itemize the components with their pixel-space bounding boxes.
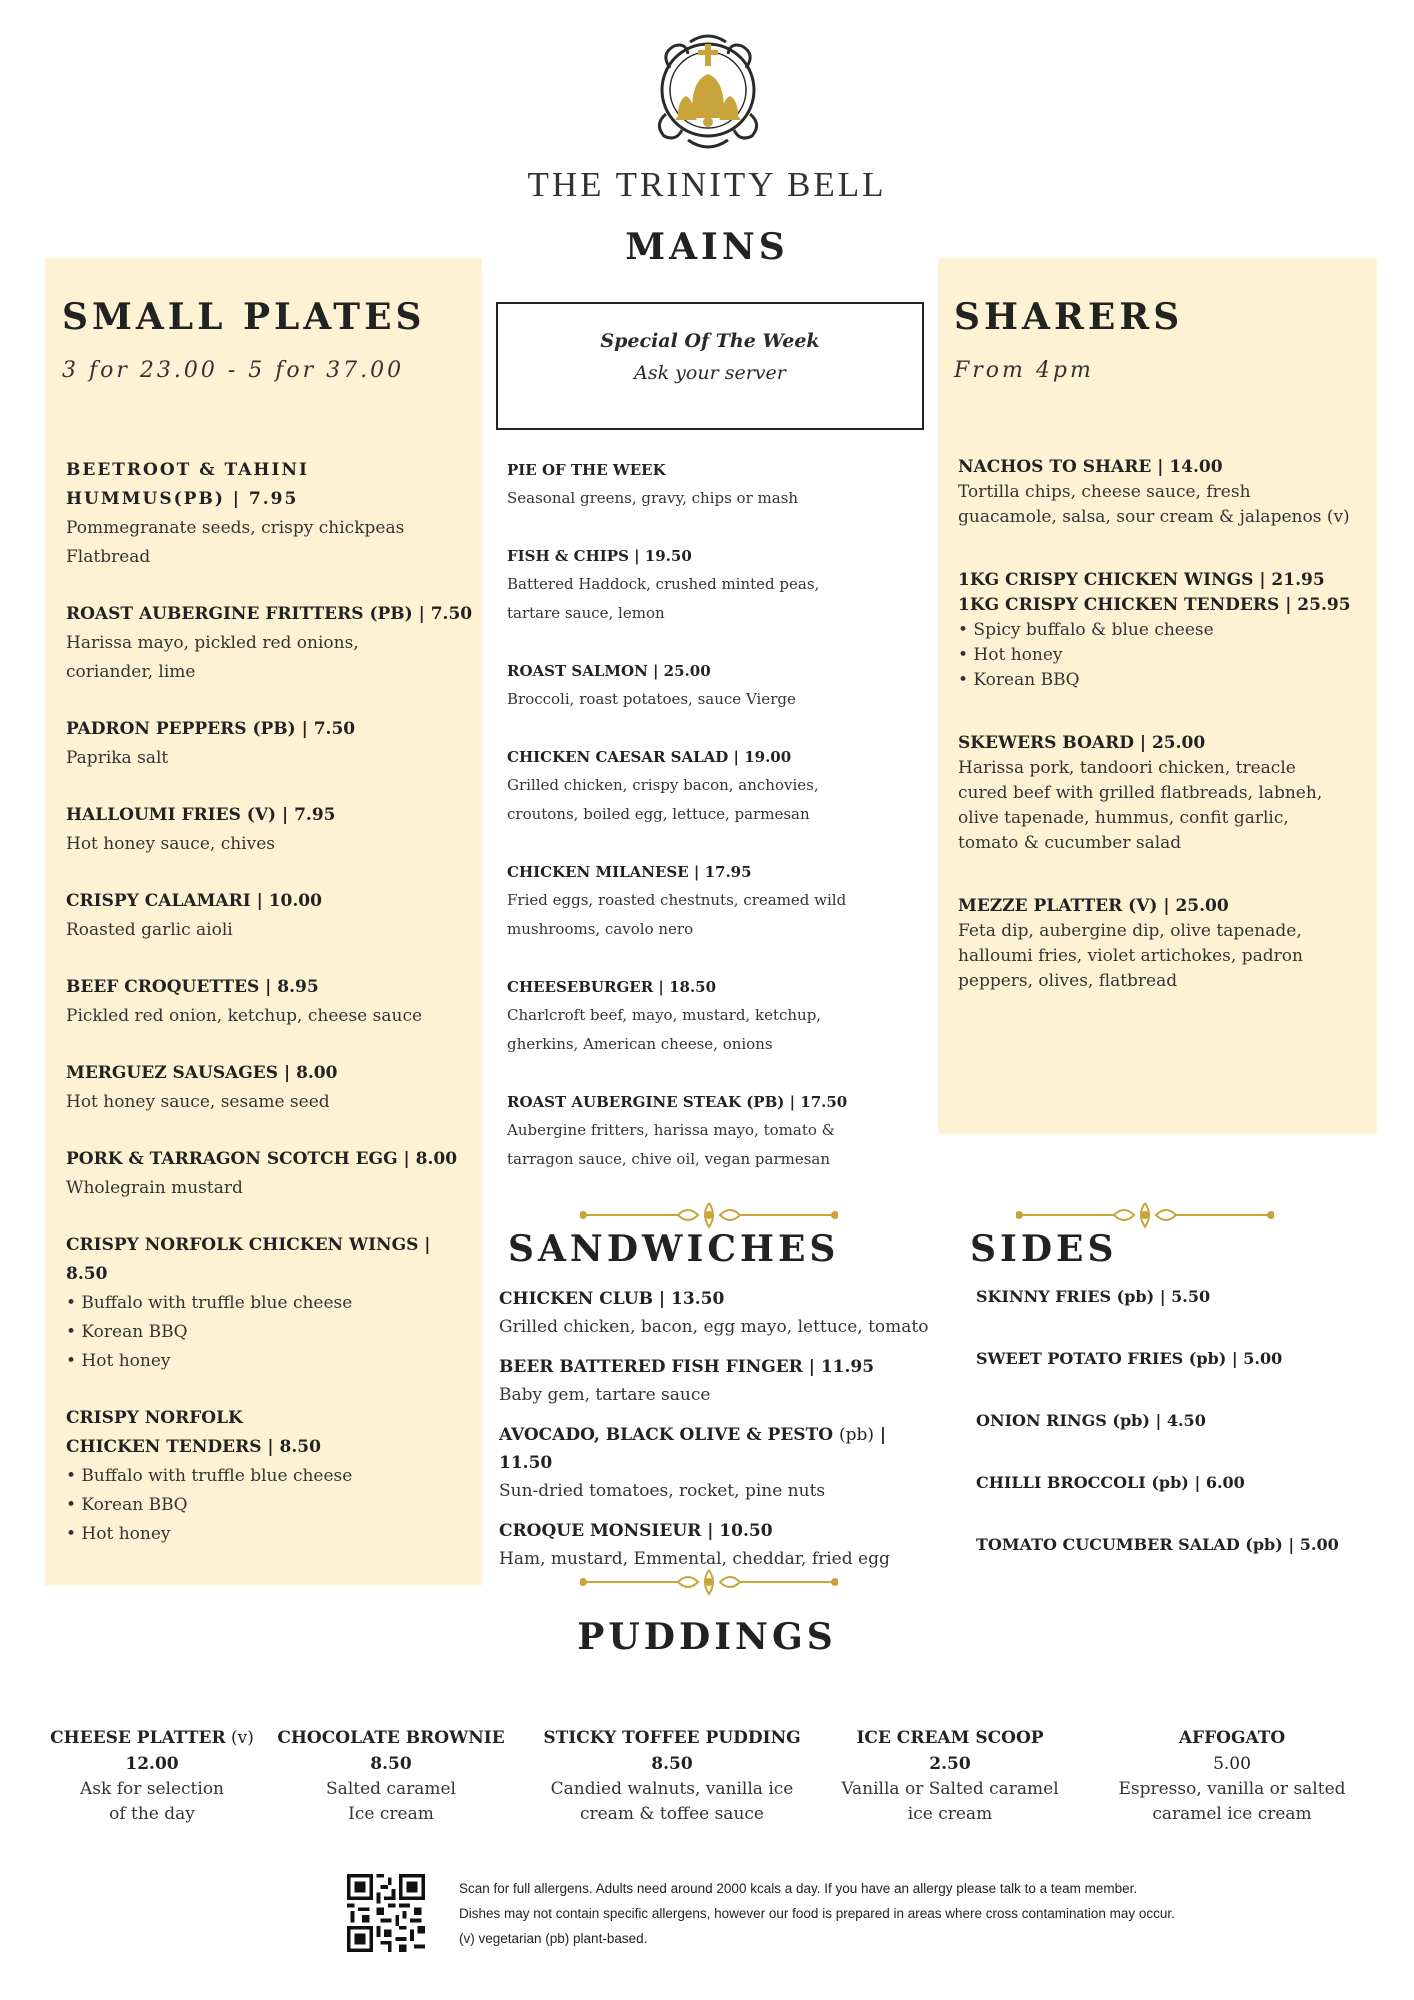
item-desc: Harissa pork, tandoori chicken, treacle (958, 758, 1296, 778)
list-item (958, 568, 1368, 693)
item-desc: croutons, boiled egg, lettuce, parmesan (507, 805, 810, 823)
item-option: • Hot honey (66, 1524, 171, 1544)
sandwiches-list (499, 1285, 939, 1585)
item-option: • Hot honey (66, 1351, 171, 1371)
item-desc: olive tapenade, hummus, confit garlic, (958, 808, 1289, 828)
item-desc: caramel ice cream (1152, 1804, 1312, 1824)
item-desc: tartare sauce, lemon (507, 604, 665, 622)
item-desc: Roasted garlic aioli (66, 920, 233, 940)
item-desc: Espresso, vanilla or salted (1118, 1779, 1346, 1799)
item-name: SKEWERS BOARD | 25.00 (958, 733, 1206, 753)
allergen-line: Dishes may not contain specific allergens, however our food is prepared in areas where cross contamination may occur. (459, 1906, 1175, 1921)
list-item (507, 456, 917, 513)
list-item (66, 600, 476, 687)
item-desc: Salted caramel (326, 1779, 456, 1799)
item-name: CHICKEN CAESAR SALAD | 19.00 (507, 748, 792, 766)
item-option: • Spicy buffalo & blue cheese (958, 620, 1214, 640)
item-desc: coriander, lime (66, 662, 196, 682)
list-item (66, 1059, 476, 1117)
item-desc: tomato & cucumber salad (958, 833, 1182, 853)
item-desc: Fried eggs, roasted chestnuts, creamed wild (507, 891, 847, 909)
item-desc: Wholegrain mustard (66, 1178, 243, 1198)
ornamental-flourish-icon (580, 1200, 838, 1230)
item-name: CHICKEN TENDERS | 8.50 (66, 1437, 321, 1457)
item-desc: Sun-dried tomatoes, rocket, pine nuts (499, 1481, 826, 1501)
mains-list (507, 456, 917, 1203)
allergen-line: Scan for full allergens. Adults need around 2000 kcals a day. If you have an allergy please talk to a team member. (459, 1881, 1138, 1896)
item-desc: Ice cream (348, 1804, 434, 1824)
item-name (499, 1421, 939, 1477)
item-name: ROAST AUBERGINE STEAK (PB) | 17.50 (507, 1093, 848, 1111)
list-item (66, 1145, 476, 1203)
allergen-notice (459, 1876, 1219, 1951)
item-name: CHICKEN CLUB | 13.50 (499, 1289, 725, 1309)
brand-name: THE TRINITY BELL (527, 165, 887, 204)
item-name: MEZZE PLATTER (V) | 25.00 (958, 896, 1229, 916)
list-item (66, 887, 476, 945)
item-desc: peppers, olives, flatbread (958, 971, 1178, 991)
item-desc: Ham, mustard, Emmental, cheddar, fried egg (499, 1549, 890, 1569)
list-item (66, 715, 476, 773)
item-name: CHOCOLATE BROWNIE (277, 1728, 505, 1748)
small-plates-subtitle: 3 for 23.00 - 5 for 37.00 (62, 358, 405, 383)
list-item (507, 657, 917, 714)
item-option: • Korean BBQ (66, 1495, 188, 1515)
list-item (958, 455, 1368, 530)
item-option: • Hot honey (958, 645, 1063, 665)
puddings-title: PUDDINGS (577, 1616, 837, 1658)
list-item (1090, 1725, 1374, 1827)
list-item (499, 1421, 939, 1505)
item-desc: Pickled red onion, ketchup, cheese sauce (66, 1006, 423, 1026)
item-name: HALLOUMI FRIES (V) | 7.95 (66, 805, 336, 825)
list-item (268, 1725, 514, 1827)
item-name: PADRON PEPPERS (PB) | 7.50 (66, 719, 356, 739)
item-desc: Charlcroft beef, mayo, mustard, ketchup, (507, 1006, 822, 1024)
item-name-main: CHEESE PLATTER (50, 1728, 226, 1748)
item-name: ROAST AUBERGINE FRITTERS (PB) | 7.50 (66, 604, 473, 624)
item-desc: Paprika salt (66, 748, 169, 768)
sharers-subtitle: From 4pm (954, 358, 1094, 383)
list-item (958, 731, 1368, 856)
list-item (66, 973, 476, 1031)
list-item (958, 894, 1368, 994)
item-name: AFFOGATO (1178, 1728, 1286, 1748)
item-desc: Feta dip, aubergine dip, olive tapenade, (958, 921, 1302, 941)
small-plates-title: SMALL PLATES (62, 296, 426, 338)
sides-title: SIDES (970, 1228, 1118, 1270)
item-option: • Korean BBQ (958, 670, 1080, 690)
item-desc: Tortilla chips, cheese sauce, fresh (958, 482, 1251, 502)
item-name (40, 1725, 264, 1751)
item-desc: Hot honey sauce, chives (66, 834, 275, 854)
allergen-line: (v) vegetarian (pb) plant-based. (459, 1931, 648, 1946)
item-name: HUMMUS(PB) | 7.95 (66, 489, 299, 509)
list-item: TOMATO CUCUMBER SALAD (pb) | 5.00 (976, 1535, 1339, 1554)
item-diet-tag: (pb) (838, 1425, 874, 1445)
list-item: ONION RINGS (pb) | 4.50 (976, 1411, 1206, 1430)
item-price: 12.00 (125, 1754, 179, 1774)
item-desc: cured beef with grilled flatbreads, labneh, (958, 783, 1323, 803)
sharers-title: SHARERS (954, 296, 1184, 338)
item-name: CRISPY NORFOLK CHICKEN WINGS | 8.50 (66, 1235, 431, 1284)
sharers-list (958, 455, 1368, 1032)
small-plates-list (66, 456, 476, 1577)
sandwiches-title: SANDWICHES (508, 1228, 840, 1270)
item-desc: Candied walnuts, vanilla ice (550, 1779, 794, 1799)
list-item: CHILLI BROCCOLI (pb) | 6.00 (976, 1473, 1245, 1492)
item-desc: Vanilla or Salted caramel (841, 1779, 1059, 1799)
item-name: CRISPY NORFOLK (66, 1408, 243, 1428)
puddings-list (40, 1725, 1374, 1835)
item-desc: Aubergine fritters, harissa mayo, tomato & (507, 1121, 835, 1139)
list-item (507, 743, 917, 829)
item-name: PORK & TARRAGON SCOTCH EGG | 8.00 (66, 1149, 458, 1169)
item-price: | 11.50 (499, 1425, 887, 1473)
special-title: Special Of The Week (600, 330, 820, 352)
item-desc: Seasonal greens, gravy, chips or mash (507, 489, 799, 507)
list-item (499, 1517, 939, 1573)
list-item (532, 1725, 812, 1827)
item-name-main: AVOCADO, BLACK OLIVE & PESTO (499, 1425, 839, 1445)
list-item (507, 973, 917, 1059)
special-subtitle: Ask your server (634, 362, 786, 384)
item-desc: of the day (109, 1804, 195, 1824)
special-of-the-week-box (496, 302, 924, 430)
item-desc: Ask for selection (79, 1779, 225, 1799)
item-desc: tarragon sauce, chive oil, vegan parmesan (507, 1150, 831, 1168)
bell-crest-icon (648, 28, 768, 162)
item-desc: mushrooms, cavolo nero (507, 920, 694, 938)
list-item (820, 1725, 1080, 1827)
item-name: CRISPY CALAMARI | 10.00 (66, 891, 322, 911)
item-name: PIE OF THE WEEK (507, 461, 666, 479)
item-name: BEEF CROQUETTES | 8.95 (66, 977, 319, 997)
item-name: MERGUEZ SAUSAGES | 8.00 (66, 1063, 338, 1083)
qr-code-icon[interactable] (347, 1874, 425, 1952)
list-item (40, 1725, 264, 1827)
item-option: • Buffalo with truffle blue cheese (66, 1293, 353, 1313)
item-name: 1KG CRISPY CHICKEN WINGS | 21.95 (958, 570, 1325, 590)
item-name: FISH & CHIPS | 19.50 (507, 547, 692, 565)
item-desc: Harissa mayo, pickled red onions, (66, 633, 359, 653)
item-desc: halloumi fries, violet artichokes, padron (958, 946, 1303, 966)
item-desc: Hot honey sauce, sesame seed (66, 1092, 330, 1112)
mains-title: MAINS (625, 226, 789, 268)
list-item (499, 1285, 939, 1341)
item-name: 1KG CRISPY CHICKEN TENDERS | 25.95 (958, 595, 1351, 615)
item-desc: Broccoli, roast potatoes, sauce Vierge (507, 690, 796, 708)
list-item (66, 456, 476, 572)
item-desc: Battered Haddock, crushed minted peas, (507, 575, 820, 593)
item-name: CHICKEN MILANESE | 17.95 (507, 863, 752, 881)
list-item (66, 801, 476, 859)
item-desc: cream & toffee sauce (580, 1804, 764, 1824)
list-item (507, 1088, 917, 1174)
item-option: • Korean BBQ (66, 1322, 188, 1342)
list-item (66, 1404, 476, 1549)
item-name: ROAST SALMON | 25.00 (507, 662, 711, 680)
item-name: ICE CREAM SCOOP (856, 1728, 1044, 1748)
list-item: SKINNY FRIES (pb) | 5.50 (976, 1287, 1211, 1306)
item-desc: guacamole, salsa, sour cream & jalapenos (v) (958, 507, 1350, 527)
list-item: SWEET POTATO FRIES (pb) | 5.00 (976, 1349, 1283, 1368)
item-name: BEER BATTERED FISH FINGER | 11.95 (499, 1357, 875, 1377)
list-item (499, 1353, 939, 1409)
item-price: 2.50 (929, 1754, 971, 1774)
item-price: 8.50 (370, 1754, 412, 1774)
list-item (507, 858, 917, 944)
item-name: CROQUE MONSIEUR | 10.50 (499, 1521, 773, 1541)
item-desc: Flatbread (66, 547, 151, 567)
item-name: BEETROOT & TAHINI (66, 460, 309, 480)
sides-list (976, 1284, 1376, 1594)
item-desc: Baby gem, tartare sauce (499, 1385, 711, 1405)
item-diet-tag: (v) (225, 1728, 254, 1748)
list-item (66, 1231, 476, 1376)
item-name: STICKY TOFFEE PUDDING (543, 1728, 801, 1748)
item-desc: Grilled chicken, crispy bacon, anchovies, (507, 776, 819, 794)
item-desc: ice cream (907, 1804, 993, 1824)
item-name: CHEESEBURGER | 18.50 (507, 978, 717, 996)
item-desc: Pommegranate seeds, crispy chickpeas (66, 518, 405, 538)
item-desc: Grilled chicken, bacon, egg mayo, lettuce, tomato (499, 1317, 929, 1337)
item-name: NACHOS TO SHARE | 14.00 (958, 457, 1223, 477)
ornamental-flourish-icon (1016, 1200, 1274, 1230)
item-option: • Buffalo with truffle blue cheese (66, 1466, 353, 1486)
item-price: 5.00 (1213, 1754, 1251, 1774)
list-item (507, 542, 917, 628)
item-desc: gherkins, American cheese, onions (507, 1035, 773, 1053)
item-price: 8.50 (651, 1754, 693, 1774)
